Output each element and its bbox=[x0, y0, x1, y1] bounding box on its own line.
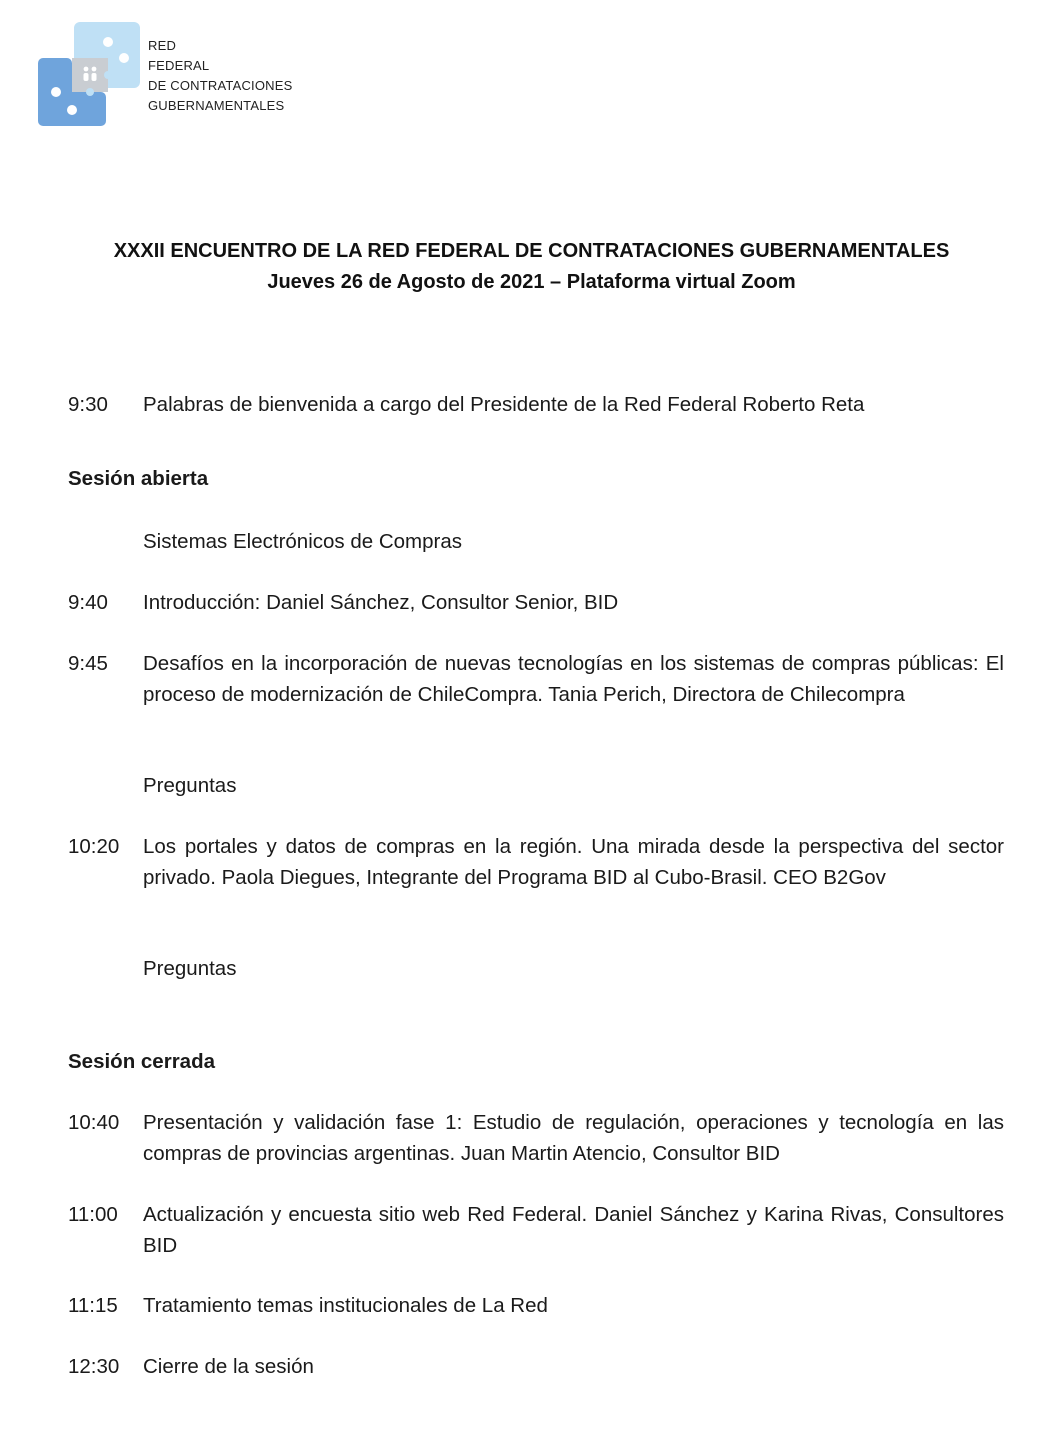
agenda-item bbox=[68, 587, 1004, 618]
agenda-description: Introducción: Daniel Sánchez, Consultor Senior, BID bbox=[143, 591, 619, 614]
agenda-description: Los portales y datos de compras en la región. Una mirada desde la perspectiva del sector privado. Paola Diegues, Integrante del Programa BID al Cubo-Brasil. CEO B2Gov bbox=[143, 835, 1004, 889]
logo-line: RED bbox=[148, 38, 177, 53]
logo-line: DE CONTRATACIONES bbox=[148, 78, 293, 93]
agenda-description: Tratamiento temas institucionales de La Red bbox=[143, 1294, 548, 1317]
organization-logo bbox=[38, 22, 318, 128]
document-title bbox=[0, 236, 1063, 298]
agenda-time: 9:45 bbox=[68, 652, 108, 675]
logo-line: GUBERNAMENTALES bbox=[148, 98, 285, 113]
questions-label: Preguntas bbox=[143, 774, 237, 797]
agenda-item bbox=[68, 831, 1004, 893]
agenda-time: 10:20 bbox=[68, 835, 120, 858]
agenda-time: 9:30 bbox=[68, 393, 108, 416]
section-heading-closed: Sesión cerrada bbox=[68, 1050, 215, 1073]
section-heading-open: Sesión abierta bbox=[68, 467, 209, 490]
agenda-description: Actualización y encuesta sitio web Red Federal. Daniel Sánchez y Karina Rivas, Consultores BID bbox=[143, 1203, 1004, 1257]
agenda-time: 11:00 bbox=[68, 1203, 118, 1226]
logo-wordmark bbox=[148, 36, 292, 116]
title-line-1: XXXII ENCUENTRO DE LA RED FEDERAL DE CONTRATACIONES GUBERNAMENTALES bbox=[113, 240, 950, 262]
agenda-description: Palabras de bienvenida a cargo del Presidente de la Red Federal Roberto Reta bbox=[143, 393, 865, 416]
puzzle-logo-icon bbox=[38, 22, 144, 128]
agenda-item bbox=[68, 1199, 1004, 1261]
agenda-time: 10:40 bbox=[68, 1111, 120, 1134]
logo-line: FEDERAL bbox=[148, 58, 210, 73]
agenda-description: Cierre de la sesión bbox=[143, 1355, 314, 1378]
questions-label: Preguntas bbox=[143, 957, 237, 980]
agenda-description: Presentación y validación fase 1: Estudio de regulación, operaciones y tecnología en las compras de provincias argentinas. Juan Martin Atencio, Consultor BID bbox=[143, 1111, 1004, 1165]
agenda-description: Desafíos en la incorporación de nuevas tecnologías en los sistemas de compras públicas: El proceso de modernización de ChileCompra. Tania Perich, Directora de Chilecompra bbox=[143, 652, 1004, 706]
agenda-item-welcome bbox=[68, 389, 1004, 420]
agenda-item bbox=[68, 1351, 1004, 1382]
agenda-time: 9:40 bbox=[68, 591, 108, 614]
title-line-2: Jueves 26 de Agosto de 2021 – Plataforma virtual Zoom bbox=[267, 271, 796, 293]
agenda-item bbox=[68, 1290, 1004, 1321]
agenda-item bbox=[68, 1107, 1004, 1169]
agenda-time: 11:15 bbox=[68, 1294, 118, 1317]
agenda-item bbox=[68, 648, 1004, 710]
agenda-time: 12:30 bbox=[68, 1355, 120, 1378]
session-subtitle: Sistemas Electrónicos de Compras bbox=[143, 530, 463, 553]
